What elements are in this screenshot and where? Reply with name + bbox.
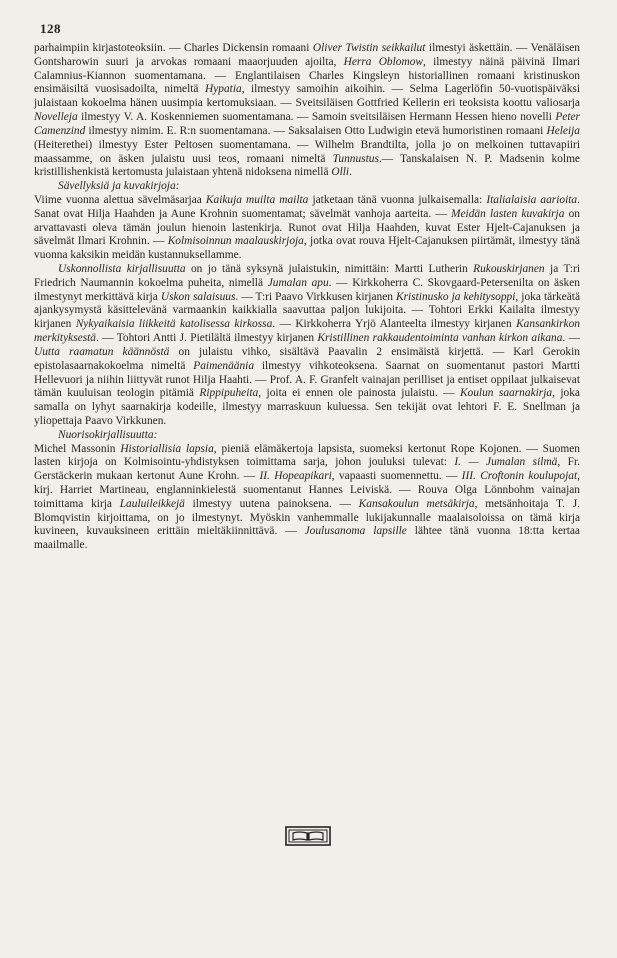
book-emblem-icon	[285, 826, 331, 846]
text-run: , ilmestyy samoihin aikoihin. — Selma Lagerlöfin 50-vuotispäiväksi julaistaan kokoelma hänen uusimpia kertomuksiaan. — Sveitsiläisen Gottfried Kellerin eri teoksista koottu valiosarja	[34, 83, 580, 110]
italic-title: Italialaisia aarioita	[486, 193, 578, 206]
page-number: 128	[40, 21, 61, 36]
italic-title: Oliver Twistin seikkailut	[312, 42, 426, 54]
italic-title: Hypatia	[204, 83, 242, 96]
italic-title: Heleija	[546, 124, 580, 137]
text-run: . — Kirkkoherra Yrjö Alanteelta ilmestyy kirjanen	[272, 318, 517, 331]
text-run: ilmestyy nimim. E. R:n suomentamana. — Saksalaisen Otto Ludwigin etevä humoristinen romaani	[85, 124, 547, 137]
italic-title: Kansankirkon merkityksestä	[34, 318, 580, 345]
heading-youth	[34, 429, 580, 443]
italic-title: Joulusanoma lapsille	[304, 525, 407, 538]
italic-title: Historiallisia lapsia	[120, 442, 214, 455]
text-run: on julaistu vihko, sisältävä Paavalin 2 ensimäistä kirjettä. — Karl Gerokin epistolasaarnakokoelma nimeltä	[34, 345, 580, 372]
text-run: , jotka ovat rouva Hjelt-Cajanuksen piirtämät, ilmestyy tänä vuonna kaksikin meidän kustannuksellamme.	[34, 235, 580, 262]
text-run: . Sanat ovat Hilja Haahden ja Aune Krohnin suomentamat; sävelmät vanhoja aarteita. —	[34, 193, 580, 220]
text-run: jatketaan tänä vuonna julkaisemalla:	[308, 193, 487, 206]
text-run: , metsänhoitaja T. J. Blomqvistin kirjoittama, on jo ilmestynyt. Myöskin vanhemmalle lukijakunnalle maalaisoloissa on tämä kirja kuvineen, kuvauksineen erittäin mieltäkiinnittävä. —	[34, 497, 580, 538]
paragraph-religious	[34, 263, 580, 429]
italic-title: Kolmisoinnun maalauskirjoja	[167, 235, 304, 248]
text-run: ja T:ri Friedrich Naumannin kokoelma puheita, nimellä	[34, 263, 580, 289]
text-run: on arvattavasti oleva tämän joulun hienoin lastenkirja. Runot ovat Hilja Haahden, kuvat Ester Hjelt-Cajanuksen ja sävelmät Ilmari Krohnin. —	[34, 207, 580, 248]
text-run: Michel Massonin	[34, 442, 121, 455]
paragraph-fiction	[34, 42, 580, 180]
text-run: . — T:ri Paavo Virkkusen kirjanen	[235, 290, 397, 303]
text-run: . — Tohtori Antti J. Pietilältä ilmestyy kirjanen	[96, 332, 318, 345]
italic-title: Nykyaikaisia liikkeitä katolisessa kirkossa	[75, 318, 273, 331]
italic-title: Rukouskirjanen	[473, 263, 545, 275]
text-run: . —	[562, 332, 581, 345]
body-text	[34, 42, 580, 553]
text-run: lähtee tänä vuonna 18:tta kertaa maailmalle.	[34, 525, 580, 552]
text-run: ilmestyy vihkoteoksena. Saarnat on suomentanut pastori Martti Hellevuori ja niihin liittyvät runot Hilja Haahti. — Prof. A. F. Granfelt vainajan perilliset ja entiset oppilaat julkaisevat tämän kuuluisan teologin pitämiä	[34, 359, 580, 400]
text-run: (Heiterethei) ilmestyy Ester Peltosen suomentamana. — Wilhelm Brandtilta, jolla jo on melkoinen tuttavapiiri maassamme, on äsken julaistu uusi teos, romaani nimeltä	[34, 138, 580, 165]
text-run: .	[349, 166, 352, 179]
text-run: ilmestyy V. A. Koskenniemen suomentamana. — Samoin sveitsiläisen Hermann Hessen hieno novelli	[77, 111, 556, 124]
italic-title: Nuorisokirjallisuutta:	[58, 428, 158, 441]
paragraph-youth	[34, 443, 580, 554]
italic-title: Koulun saarnakirja	[459, 387, 553, 400]
paragraph-compositions	[34, 194, 580, 263]
italic-title: Kristillinen rakkaudentoiminta vanhan kirkon aikana	[317, 332, 563, 345]
italic-title: Novelleja	[34, 111, 78, 124]
text-run: on jo tänä syksynä julaistukin, nimittäin: Martti Lutherin	[185, 263, 474, 275]
text-run: , joita ei ennen ole painosta julaistu. —	[258, 387, 460, 400]
text-run: parhaimpiin kirjastoteoksiin. — Charles Dickensin romaani	[34, 42, 313, 54]
italic-title: Herra Oblomow	[343, 55, 423, 68]
italic-title: Lauluileikkejä	[119, 497, 185, 510]
italic-title: Peter Camenzind	[34, 111, 580, 137]
italic-title: Olli	[331, 166, 350, 179]
italic-title: Meidän lasten kuvakirja	[450, 207, 565, 220]
italic-title: Jumalan apu	[267, 276, 329, 289]
text-run: .— Tanskalaisen N. P. Madsenin kolme kristillishenkistä kertomusta julaistaan yhtenä nidoksena nimellä	[34, 152, 580, 179]
italic-title: II. Hopeapikari	[259, 470, 332, 483]
text-run: ilmestyy uutena painoksena. —	[184, 497, 359, 510]
italic-title: III. Croftonin koulupojat	[461, 470, 578, 483]
italic-title: Kaikuja muilta mailta	[205, 193, 309, 206]
heading-compositions	[34, 180, 580, 194]
italic-title: Kansakoulun metsäkirja	[358, 497, 475, 510]
italic-title: Rippipuheita	[199, 387, 259, 400]
italic-title: Paimenäänia	[193, 359, 255, 372]
text-run: , ilmestyy näinä päivinä Ilmari Calamnius-Kiannon suomentamana. — Englantilaisen Charles Kingsleyn historiallinen romaani kristinuskon ensimäisiltä vuosisadoilta, nimeltä	[34, 55, 580, 96]
text-run: , kirj. Harriet Martineau, englanninkielestä suomentanut Hannes Leiviskä. — Rouva Olga Lönnbohm vainajan toimittama kirja	[34, 470, 580, 510]
text-run: Viime vuonna alettua sävelmäsarjaa	[34, 193, 206, 206]
italic-title: Uskon salaisuus	[160, 290, 236, 303]
text-run: , vapaasti suomennettu. —	[331, 470, 462, 483]
text-run: , joka samalla on lyhyt saarnakirja kodeille, ilmestyy marraskuun kuluessa. Sen tekijät ovat lehtori F. E. Snellman ja yliopettaja Paavo Virkkunen.	[34, 387, 580, 427]
text-run: , pieniä elämäkertoja lapsista, suomeksi kertonut Rope Kojonen. — Suomen lasten kirjoja on Kolmisointu-yhdistyksen toimittama sarja, johon jouluksi tulevat:	[34, 442, 580, 469]
italic-title: Tunnustus	[332, 152, 379, 165]
text-run: . — Kirkkoherra C. Skovgaard-Petersenilta on äsken ilmestynyt merkittävä kirja	[34, 276, 580, 303]
italic-title: Uutta raamatun käännöstä	[34, 345, 170, 358]
italic-title: Sävellyksiä ja kuvakirjoja:	[58, 180, 180, 193]
italic-title: I. — Jumalan silmä	[454, 456, 558, 469]
text-run: ilmestyi äskettäin. — Venäläisen Gontsharowin suuri ja arvokas romaani maaorjuuden ajoilta,	[34, 42, 581, 68]
text-run: , joka tärkeätä ajankysymystä käsittelevänä varmaankin kaikkialla saavuttaa paljon lukijoita. — Tohtori Erkki Kailalta ilmestyy kirjanen	[34, 290, 580, 331]
italic-title: Uskonnollista kirjallisuutta	[58, 263, 186, 275]
text-run: , Fr. Gerstäckerin mukaan kertonut Aune Krohn. —	[34, 456, 581, 483]
italic-title: Kristinusko ja kehitysoppi	[396, 290, 516, 303]
